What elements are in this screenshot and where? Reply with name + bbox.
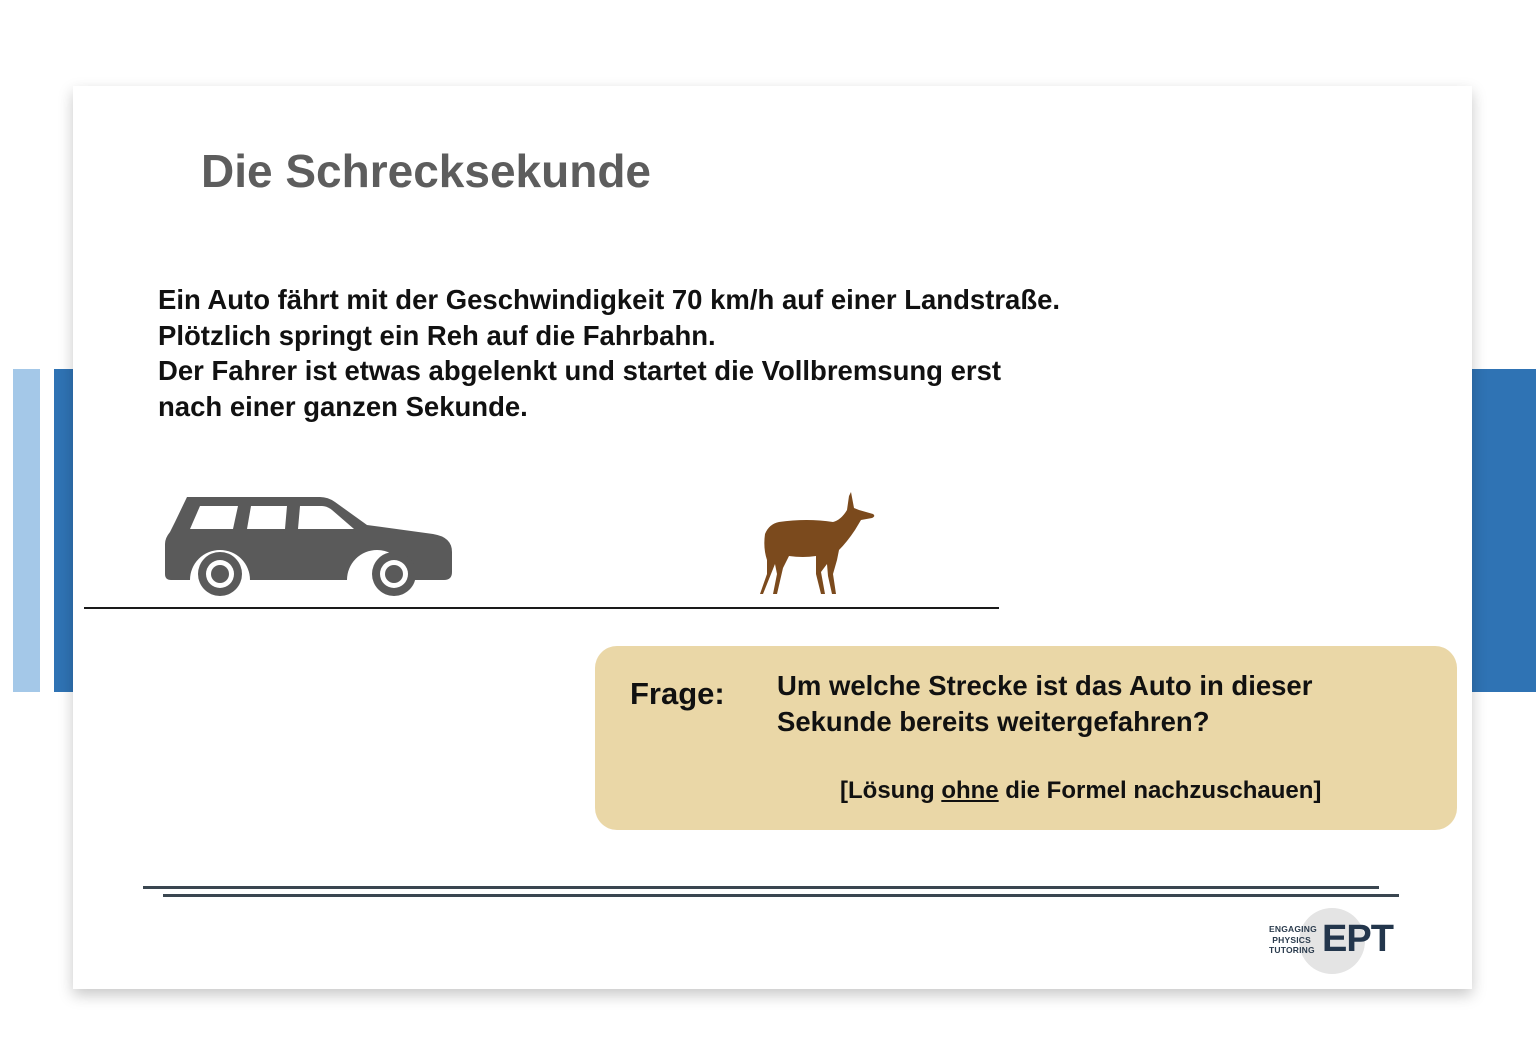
problem-line: Der Fahrer ist etwas abgelenkt und startet die Vollbremsung erst (158, 355, 1002, 386)
question-line: Um welche Strecke ist das Auto in dieser (777, 670, 1313, 701)
car-icon (165, 492, 455, 596)
logo-wordmark: EPT (1322, 918, 1393, 960)
hint-emphasis: ohne (941, 777, 999, 804)
deer-icon (755, 488, 881, 598)
problem-line: Plötzlich springt ein Reh auf die Fahrbahn. (158, 319, 716, 351)
question-text (777, 668, 1312, 739)
road-line (84, 607, 999, 609)
hint-prefix: [Lösung (840, 777, 942, 804)
logo-tagline-line: TUTORING (1269, 945, 1315, 955)
slide (73, 86, 1472, 989)
accent-bar-blue-right (1466, 369, 1536, 692)
question-box (595, 646, 1457, 830)
logo-tagline (1269, 924, 1317, 956)
question-hint (840, 777, 1321, 805)
slide-title: Die Schrecksekunde (201, 145, 652, 197)
footer-line-upper (143, 886, 1379, 889)
ept-logo (1269, 906, 1399, 978)
question-line: Sekunde bereits weitergefahren? (777, 705, 1210, 737)
hint-suffix: die Formel nachzuschauen] (998, 777, 1322, 804)
problem-line: nach einer ganzen Sekunde. (158, 390, 528, 422)
logo-tagline-line: ENGAGING (1269, 924, 1317, 934)
footer-line-lower (163, 894, 1399, 897)
accent-bar-light-left (13, 369, 40, 692)
question-label: Frage: (630, 676, 725, 711)
problem-line: Ein Auto fährt mit der Geschwindigkeit 70 km/h auf einer Landstraße. (158, 284, 1061, 315)
logo-tagline-line: PHYSICS (1272, 934, 1311, 945)
problem-text (158, 282, 1060, 424)
